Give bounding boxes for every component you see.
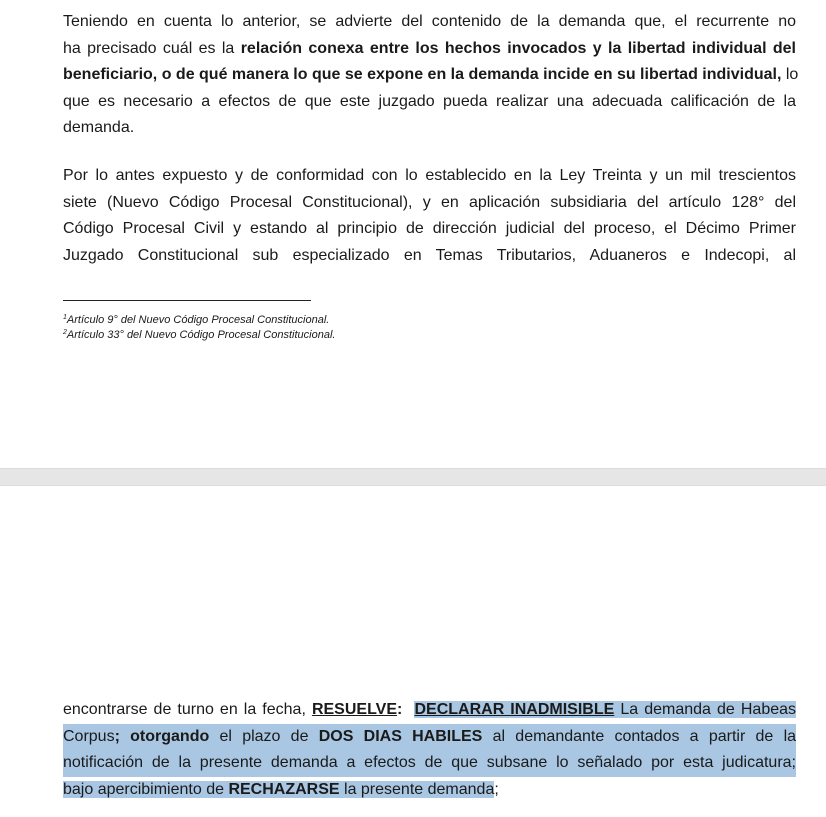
paragraph-legal-basis: [63, 163, 796, 269]
text-line-selected: Corpus; otorgando el plazo de DOS DIAS HABILES al demandante contados a partir de la: [63, 724, 796, 751]
text-line-selected: bajo apercibimiento de RECHAZARSE la presente demanda;: [63, 780, 499, 798]
text-line: Teniendo en cuenta lo anterior, se advierte del contenido de la demanda que, el recurrente no: [63, 13, 796, 30]
text-line: Juzgado Constitucional sub especializado en Temas Tributarios, Aduaneros e Indecopi, al: [63, 246, 796, 264]
text-line: demanda.: [63, 119, 135, 136]
text-line: beneficiario, o de qué manera lo que se expone en la demanda incide en su libertad individual, lo: [63, 66, 799, 83]
paragraph-analysis: [63, 9, 799, 142]
text-line: que es necesario a efectos de que este juzgado pueda realizar una adecuada calificación de la: [63, 92, 796, 110]
text-line: siete (Nuevo Código Procesal Constitucional), y en aplicación subsidiaria del artículo 128° del: [63, 193, 796, 211]
page-break: [0, 468, 826, 486]
footnotes: [63, 313, 335, 343]
selected-text: DECLARAR INADMISIBLE: [414, 701, 615, 718]
footnote-1: $^1$Artículo 9° del Nuevo Código Procesal Constitucional.: [63, 314, 330, 326]
document-page-2: [0, 486, 826, 817]
text-line-selected: notificación de la presente demanda a efectos de que subsane lo señalado por esta judicatura;: [63, 750, 796, 777]
paragraph-resolution[interactable]: [63, 697, 796, 803]
text-line: encontrarse de turno en la fecha, RESUELVE: DECLARAR INADMISIBLE La demanda de Habeas: [63, 701, 797, 718]
text-line: Código Procesal Civil y estando al principio de dirección judicial del proceso, el Décimo Primer: [63, 220, 796, 237]
text-line: Por lo antes expuesto y de conformidad con lo establecido en la Ley Treinta y un mil trescientos: [63, 167, 796, 184]
footnote-separator: [63, 300, 311, 301]
text-line: ha precisado cuál es la relación conexa entre los hechos invocados y la libertad individual del: [63, 39, 796, 57]
footnote-2: $^2$Artículo 33° del Nuevo Código Procesal Constitucional.: [63, 329, 336, 341]
